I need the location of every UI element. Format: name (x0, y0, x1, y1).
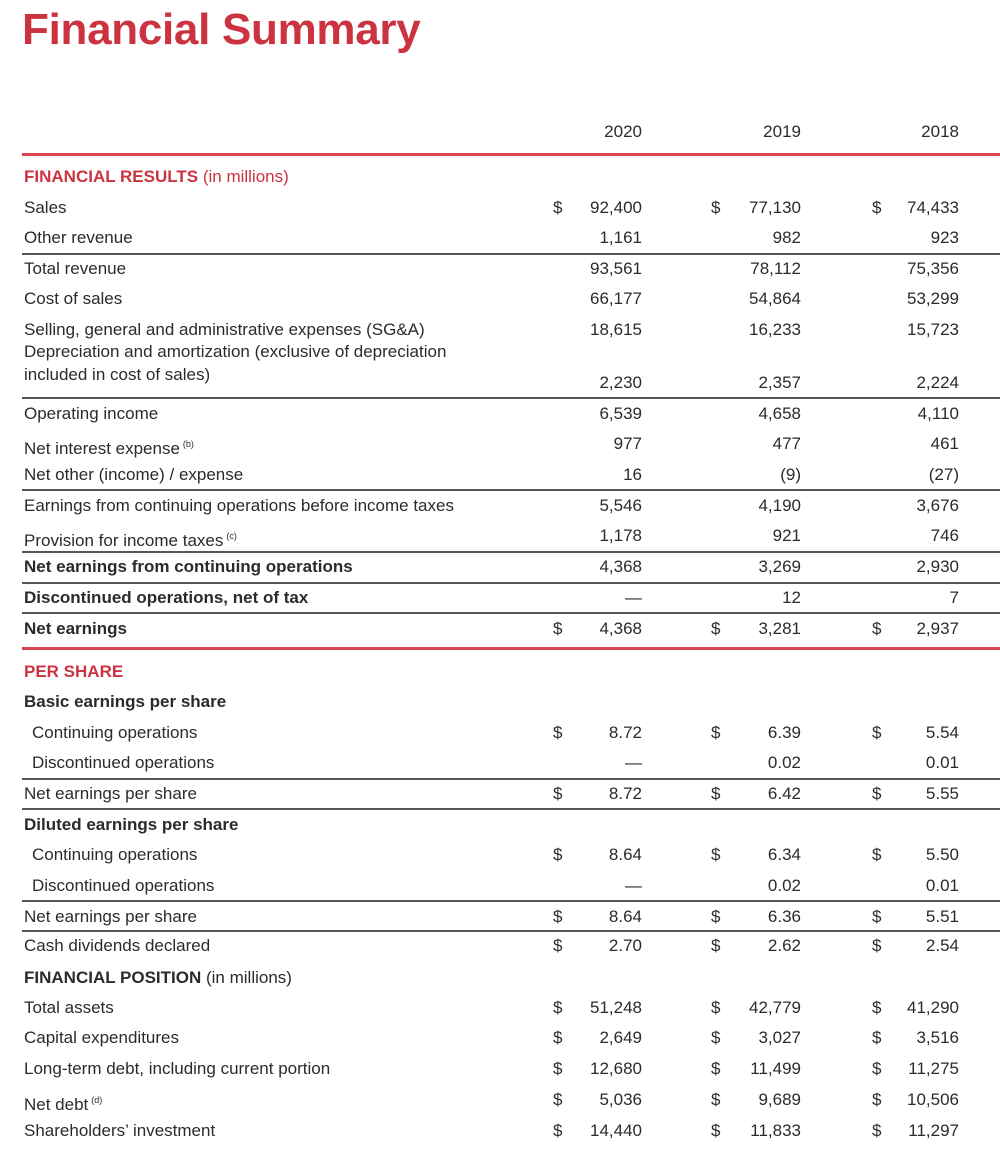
cell-2018 (872, 254, 959, 284)
subsection-diluted-eps (24, 813, 238, 837)
cell-2019 (711, 284, 801, 314)
cell-value: 0.01 (925, 876, 959, 895)
cell-value: 16 (623, 465, 642, 484)
table-row-ebt (22, 491, 1000, 521)
cell-2019 (711, 1054, 801, 1084)
currency-symbol: $ (553, 723, 563, 742)
currency-symbol: $ (553, 619, 563, 638)
currency-symbol: $ (711, 784, 721, 803)
table-row-basic-cont (22, 718, 1000, 748)
table-row-depreciation (22, 342, 1000, 398)
cell-2019 (711, 1085, 801, 1115)
cell-2019 (711, 840, 801, 870)
cell-2020 (553, 871, 642, 901)
row-label: Cash dividends declared (24, 936, 211, 955)
cell-2018 (872, 193, 959, 223)
cell-2018 (872, 1085, 959, 1115)
cell-value: 10,506 (907, 1090, 959, 1109)
year-header-2020: 2020 (604, 122, 642, 141)
currency-symbol: $ (872, 1090, 882, 1109)
cell-2018 (872, 315, 959, 345)
currency-symbol: $ (553, 1059, 563, 1078)
row-label: Net earnings from continuing operations (24, 557, 353, 576)
row-label: Depreciation and amortization (exclusive of depreciation (24, 342, 447, 361)
cell-2020 (553, 748, 642, 778)
cell-value: 9,689 (758, 1090, 801, 1109)
cell-2018 (872, 614, 959, 644)
cell-2019 (711, 368, 801, 398)
row-label: Selling, general and administrative expenses (SG&A) (24, 320, 425, 339)
cell-value: 2.70 (608, 936, 642, 955)
cell-value: 0.02 (767, 876, 801, 895)
cell-value: 746 (930, 526, 959, 545)
currency-symbol: $ (711, 845, 721, 864)
table-row-disc-ops (22, 583, 1000, 613)
table-row-net-other (22, 460, 1000, 490)
cell-2020 (553, 583, 642, 613)
cell-2019 (711, 931, 801, 961)
row-label-text: Net debt (24, 1095, 89, 1114)
cell-value: 51,248 (590, 998, 642, 1017)
cell-value: 78,112 (750, 259, 801, 278)
cell-value: 16,233 (749, 320, 801, 339)
cell-2020 (553, 399, 642, 429)
cell-2018 (872, 284, 959, 314)
currency-symbol: $ (553, 907, 563, 926)
cell-value: 982 (772, 228, 801, 247)
cell-2020 (553, 1085, 642, 1115)
cell-value: 11,833 (750, 1121, 801, 1140)
subsection-basic-eps (24, 690, 226, 714)
cell-value: 461 (930, 434, 959, 453)
cell-value: — (625, 588, 642, 607)
cell-2018 (872, 429, 959, 459)
currency-symbol: $ (711, 723, 721, 742)
cell-value: 2,930 (916, 557, 959, 576)
cell-2020 (553, 315, 642, 345)
table-row-capex (22, 1023, 1000, 1053)
divider (22, 808, 1000, 810)
divider (22, 778, 1000, 780)
cell-2020 (553, 1023, 642, 1053)
divider (22, 612, 1000, 614)
currency-symbol: $ (553, 936, 563, 955)
cell-value: 2,649 (599, 1028, 642, 1047)
cell-value: 0.01 (925, 753, 959, 772)
table-row-dil-net (22, 902, 1000, 932)
cell-value: — (625, 753, 642, 772)
table-row-cost-of-sales (22, 284, 1000, 314)
cell-value: 14,440 (590, 1121, 642, 1140)
currency-symbol: $ (711, 1090, 721, 1109)
row-label: Discontinued operations (32, 876, 215, 895)
cell-2020 (553, 193, 642, 223)
cell-2020 (553, 718, 642, 748)
cell-value: 12,680 (590, 1059, 642, 1078)
cell-value: 93,561 (590, 259, 642, 278)
divider (22, 489, 1000, 491)
row-label: included in cost of sales) (24, 365, 211, 384)
currency-symbol: $ (872, 845, 882, 864)
cell-2020 (553, 460, 642, 490)
cell-2018 (872, 460, 959, 490)
currency-symbol: $ (711, 998, 721, 1017)
cell-value: 1,178 (599, 526, 642, 545)
table-row-total-revenue (22, 254, 1000, 284)
cell-value: 6,539 (599, 404, 642, 423)
cell-2020 (553, 1116, 642, 1146)
currency-symbol: $ (872, 998, 882, 1017)
subsection-heading: Basic earnings per share (24, 692, 227, 711)
cell-2019 (711, 614, 801, 644)
cell-value: 8.72 (608, 723, 642, 742)
cell-value: 3,269 (758, 557, 801, 576)
cell-2018 (872, 718, 959, 748)
cell-value: 5.55 (925, 784, 959, 803)
currency-symbol: $ (872, 936, 882, 955)
cell-value: 4,368 (599, 619, 642, 638)
currency-symbol: $ (711, 1028, 721, 1047)
cell-value: 12 (782, 588, 801, 607)
divider (22, 900, 1000, 902)
currency-symbol: $ (872, 1028, 882, 1047)
cell-value: 921 (772, 526, 801, 545)
row-label-text: Net interest expense (24, 439, 180, 458)
currency-symbol: $ (711, 907, 721, 926)
section-financial-position (24, 966, 292, 990)
row-label-text: Provision for income taxes (24, 531, 224, 550)
cell-2018 (872, 1116, 959, 1146)
table-row-operating-income (22, 399, 1000, 429)
row-label: Operating income (24, 404, 159, 423)
table-row-dil-cont (22, 840, 1000, 870)
cell-2020 (553, 614, 642, 644)
subsection-heading: Diluted earnings per share (24, 815, 239, 834)
cell-value: 7 (949, 588, 959, 607)
section-subheading: (in millions) (205, 968, 292, 987)
table-row-equity (22, 1116, 1000, 1146)
cell-value: 41,290 (907, 998, 959, 1017)
cell-2019 (711, 779, 801, 809)
row-label: Other revenue (24, 228, 133, 247)
table-row-tax (22, 521, 1000, 551)
cell-2018 (872, 368, 959, 398)
cell-2020 (553, 931, 642, 961)
cell-value: 6.39 (767, 723, 801, 742)
cell-value: (9) (780, 465, 801, 484)
cell-value: 4,110 (917, 404, 959, 423)
row-label: Earnings from continuing operations before income taxes (24, 496, 454, 515)
cell-2020 (553, 779, 642, 809)
cell-value: 977 (613, 434, 642, 453)
table-row-basic-net (22, 779, 1000, 809)
page-title: Financial Summary (22, 5, 421, 54)
cell-2018 (872, 552, 959, 582)
cell-2020 (553, 429, 642, 459)
year-header-2018: 2018 (921, 122, 959, 141)
cell-value: 2,230 (599, 373, 642, 392)
cell-2019 (711, 718, 801, 748)
section-per-share (24, 660, 123, 684)
cell-2018 (872, 993, 959, 1023)
currency-symbol: $ (553, 198, 563, 217)
row-label: Discontinued operations, net of tax (24, 588, 309, 607)
currency-symbol: $ (553, 784, 563, 803)
cell-value: 5,036 (599, 1090, 642, 1109)
cell-value: 75,356 (907, 259, 959, 278)
cell-2020 (553, 902, 642, 932)
cell-2019 (711, 399, 801, 429)
cell-value: 3,516 (916, 1028, 959, 1047)
cell-value: 477 (772, 434, 801, 453)
currency-symbol: $ (872, 784, 882, 803)
cell-2018 (872, 779, 959, 809)
section-subheading: (in millions) (202, 167, 289, 186)
divider (22, 551, 1000, 553)
cell-value: 2,937 (916, 619, 959, 638)
table-row-sales (22, 193, 1000, 223)
row-label: Continuing operations (32, 723, 198, 742)
cell-2019 (711, 1116, 801, 1146)
currency-symbol: $ (711, 198, 721, 217)
cell-value: 11,297 (908, 1121, 959, 1140)
currency-symbol: $ (872, 723, 882, 742)
cell-value: 5.51 (925, 907, 959, 926)
cell-value: 5.50 (925, 845, 959, 864)
cell-value: 2,357 (758, 373, 801, 392)
cell-value: 6.34 (767, 845, 801, 864)
cell-value: 11,499 (750, 1059, 801, 1078)
section-rule (22, 647, 1000, 650)
section-financial-results (24, 165, 289, 189)
cell-2018 (872, 1054, 959, 1084)
row-label: Net earnings (24, 619, 127, 638)
table-row-total-assets (22, 993, 1000, 1023)
currency-symbol: $ (711, 936, 721, 955)
cell-value: — (625, 876, 642, 895)
cell-value: 66,177 (590, 289, 642, 308)
currency-symbol: $ (711, 619, 721, 638)
cell-2020 (553, 223, 642, 253)
section-heading: PER SHARE (24, 662, 124, 681)
cell-2019 (711, 254, 801, 284)
row-label: Capital expenditures (24, 1028, 179, 1047)
section-heading: FINANCIAL RESULTS (24, 167, 199, 186)
section-heading: FINANCIAL POSITION (24, 968, 202, 987)
divider (22, 582, 1000, 584)
cell-value: 8.64 (608, 845, 642, 864)
cell-2019 (711, 552, 801, 582)
currency-symbol: $ (553, 845, 563, 864)
table-row-net-cont (22, 552, 1000, 582)
cell-2018 (872, 399, 959, 429)
cell-2018 (872, 902, 959, 932)
cell-value: 3,027 (758, 1028, 801, 1047)
cell-2018 (872, 491, 959, 521)
cell-value: 1,161 (599, 228, 642, 247)
currency-symbol: $ (872, 1059, 882, 1078)
cell-2020 (553, 993, 642, 1023)
table-row-net-debt (22, 1085, 1000, 1115)
cell-2018 (872, 931, 959, 961)
cell-value: 92,400 (590, 198, 642, 217)
row-label: Total assets (24, 998, 114, 1017)
cell-value: 54,864 (749, 289, 801, 308)
cell-value: 74,433 (907, 198, 959, 217)
cell-value: 4,368 (599, 557, 642, 576)
table-row-net-earnings (22, 614, 1000, 644)
cell-2018 (872, 871, 959, 901)
cell-2018 (872, 583, 959, 613)
table-row-other-revenue (22, 223, 1000, 253)
cell-2019 (711, 315, 801, 345)
divider (22, 397, 1000, 399)
row-label: Total revenue (24, 259, 127, 278)
cell-value: 15,723 (907, 320, 959, 339)
year-header-2019: 2019 (763, 122, 801, 141)
cell-value: 53,299 (907, 289, 959, 308)
cell-2019 (711, 871, 801, 901)
cell-2020 (553, 368, 642, 398)
cell-value: 42,779 (749, 998, 801, 1017)
cell-2019 (711, 193, 801, 223)
table-row-net-interest (22, 429, 1000, 459)
cell-value: 3,281 (758, 619, 801, 638)
cell-2019 (711, 583, 801, 613)
divider (22, 253, 1000, 255)
cell-2020 (553, 491, 642, 521)
currency-symbol: $ (872, 198, 882, 217)
cell-value: 5.54 (925, 723, 959, 742)
cell-2019 (711, 748, 801, 778)
cell-value: 3,676 (916, 496, 959, 515)
cell-value: 18,615 (590, 320, 642, 339)
currency-symbol: $ (553, 1090, 563, 1109)
cell-2019 (711, 521, 801, 551)
cell-2020 (553, 1054, 642, 1084)
currency-symbol: $ (553, 998, 563, 1017)
row-label: Sales (24, 198, 67, 217)
cell-2020 (553, 521, 642, 551)
cell-value: 923 (930, 228, 959, 247)
row-label (24, 429, 194, 464)
row-label: Net other (income) / expense (24, 465, 244, 484)
currency-symbol: $ (553, 1121, 563, 1140)
cell-2020 (553, 284, 642, 314)
row-label: Net earnings per share (24, 907, 197, 926)
cell-value: 2.62 (767, 936, 801, 955)
cell-2020 (553, 254, 642, 284)
row-label: Cost of sales (24, 289, 123, 308)
currency-symbol: $ (711, 1059, 721, 1078)
footnote-marker: (b) (182, 439, 194, 449)
cell-2019 (711, 491, 801, 521)
cell-value: 6.36 (767, 907, 801, 926)
row-label: Continuing operations (32, 845, 198, 864)
cell-2019 (711, 902, 801, 932)
currency-symbol: $ (711, 1121, 721, 1140)
header-rule (22, 153, 1000, 156)
cell-value: 2,224 (916, 373, 959, 392)
cell-value: 8.64 (608, 907, 642, 926)
table-row-dil-disc (22, 871, 1000, 901)
currency-symbol: $ (872, 1121, 882, 1140)
row-label: Shareholders’ investment (24, 1121, 216, 1140)
currency-symbol: $ (872, 619, 882, 638)
cell-2018 (872, 521, 959, 551)
cell-2019 (711, 1023, 801, 1053)
footnote-marker: (c) (226, 531, 237, 541)
cell-value: 4,190 (758, 496, 801, 515)
cell-2018 (872, 748, 959, 778)
cell-value: 6.42 (767, 784, 801, 803)
cell-2020 (553, 552, 642, 582)
cell-2018 (872, 223, 959, 253)
row-label: Long-term debt, including current portion (24, 1059, 331, 1078)
table-row-dividends (22, 931, 1000, 961)
cell-value: 5,546 (599, 496, 642, 515)
cell-2019 (711, 460, 801, 490)
cell-value: 11,275 (908, 1059, 959, 1078)
cell-value: (27) (928, 465, 959, 484)
cell-2018 (872, 840, 959, 870)
row-label: Net earnings per share (24, 784, 197, 803)
table-row-basic-disc (22, 748, 1000, 778)
currency-symbol: $ (553, 1028, 563, 1047)
cell-2019 (711, 223, 801, 253)
cell-value: 8.72 (608, 784, 642, 803)
footnote-marker: (d) (91, 1095, 103, 1105)
cell-value: 77,130 (749, 198, 801, 217)
cell-2020 (553, 840, 642, 870)
table-row-lt-debt (22, 1054, 1000, 1084)
row-label (24, 1085, 102, 1120)
cell-2019 (711, 993, 801, 1023)
cell-value: 4,658 (758, 404, 801, 423)
cell-value: 0.02 (767, 753, 801, 772)
cell-value: 2.54 (925, 936, 959, 955)
currency-symbol: $ (872, 907, 882, 926)
divider (22, 930, 1000, 932)
cell-2018 (872, 1023, 959, 1053)
row-label: Discontinued operations (32, 753, 215, 772)
cell-2019 (711, 429, 801, 459)
